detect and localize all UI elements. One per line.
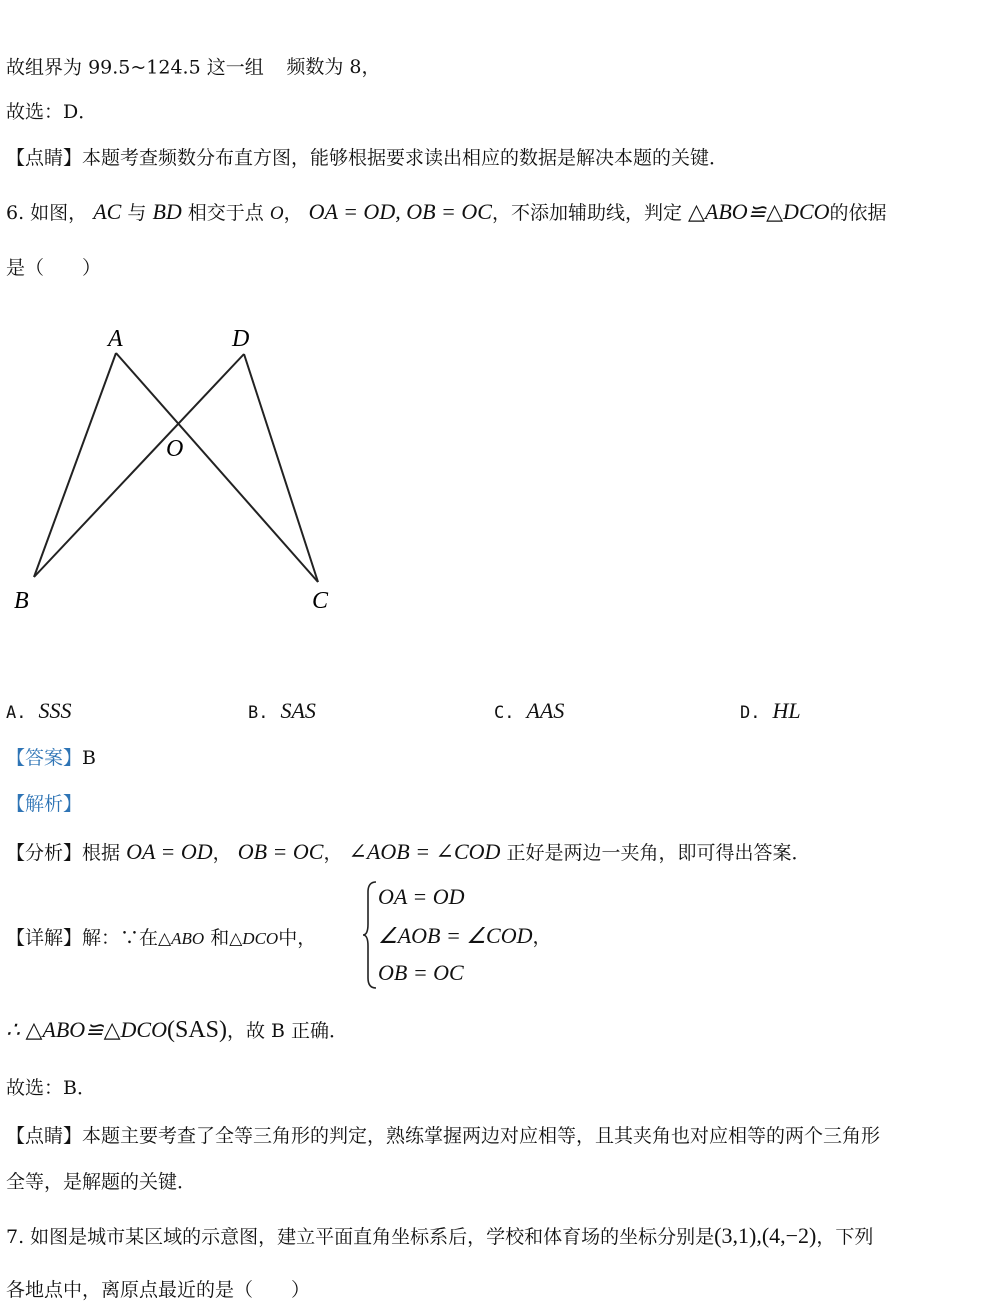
- answer-value: B: [82, 747, 96, 769]
- text: ，: [323, 842, 343, 864]
- conclusion-line: [6, 1016, 348, 1045]
- text: 中，: [278, 927, 317, 949]
- text: 和: [210, 927, 230, 949]
- text: ，故 B 正确．: [227, 1020, 349, 1042]
- system-eq-2: [378, 922, 552, 949]
- text: ，: [532, 927, 552, 948]
- text-line-2: 故选：D．: [6, 101, 98, 123]
- label-a: A: [108, 326, 123, 352]
- option-b[interactable]: [248, 697, 316, 727]
- q6-stem: [6, 198, 887, 228]
- geometry-figure: [0, 310, 360, 630]
- text: 相交于点: [181, 202, 270, 224]
- label-c: C: [312, 588, 329, 614]
- text: 根据: [82, 842, 121, 864]
- option-letter: A.: [6, 703, 27, 723]
- label-b: B: [14, 588, 29, 614]
- math: OB = OC: [237, 839, 324, 864]
- choose-line: 故选：B．: [6, 1077, 96, 1099]
- math: △DCO: [229, 929, 279, 948]
- tag: 【分析】: [6, 842, 83, 864]
- text: 99.5~124.5: [88, 56, 201, 79]
- q7-stem-2: 各地点中，离原点最近的是（ ）: [6, 1279, 311, 1301]
- small-mark: [270, 59, 273, 68]
- dianjing-2: [6, 1122, 880, 1150]
- tag: 【详解】: [6, 927, 83, 949]
- text: 本题主要考查了全等三角形的判定，熟练掌握两边对应相等，且其夹角也对应相等的两个三角形: [82, 1125, 881, 1147]
- math: (3,1),(4,−2): [714, 1223, 817, 1248]
- q6-stem-2: 是（ ）: [6, 257, 102, 279]
- segment-ab: [34, 353, 116, 577]
- text: 7. 如图是城市某区域的示意图，建立平面直角坐标系后，学校和体育场的坐标分别是: [6, 1226, 715, 1248]
- text: 解：∵在: [82, 927, 159, 949]
- math: △ABO: [158, 929, 205, 948]
- fenxi-line: [6, 838, 811, 867]
- system-eq-1: OA = OD: [378, 884, 465, 909]
- text: 6. 如图，: [6, 202, 88, 224]
- math: OA = OD: [126, 839, 213, 864]
- option-text: AAS: [526, 698, 565, 723]
- label-d: D: [232, 326, 250, 352]
- text: 正好是两边一夹角，即可得出答案．: [506, 842, 811, 864]
- text: 与: [121, 202, 153, 224]
- segment-ac: [116, 353, 318, 582]
- math: ∠AOB = ∠COD: [378, 923, 533, 948]
- tag: 【点睛】: [6, 1125, 83, 1147]
- option-letter: D.: [740, 703, 761, 723]
- q7-stem: [6, 1222, 873, 1251]
- math: (SAS): [166, 1017, 227, 1043]
- text: 本题考查频数分布直方图，能够根据要求读出相应的数据是解决本题的关键．: [82, 147, 729, 169]
- answer-line: [6, 744, 96, 772]
- text-line-1: [6, 50, 381, 81]
- option-letter: C.: [494, 703, 515, 723]
- math: BD: [152, 199, 182, 224]
- dianjing-2-cont: 全等，是解题的关键．: [6, 1171, 197, 1193]
- label-o: O: [166, 436, 184, 462]
- text: 的依据: [829, 202, 887, 224]
- math: ∠AOB = ∠COD: [348, 839, 501, 864]
- analysis-tag: 【解析】: [6, 793, 83, 815]
- segment-dc: [244, 354, 318, 582]
- brace-icon: [362, 880, 378, 990]
- dianjing-1: [6, 144, 728, 172]
- system-eq-3: OB = OC: [378, 960, 464, 985]
- text: 故组界为: [6, 56, 83, 79]
- option-text: HL: [772, 698, 801, 723]
- option-text: SSS: [38, 698, 72, 723]
- tag: 【点睛】: [6, 147, 83, 169]
- text: ，: [212, 842, 232, 864]
- equation-system: [362, 880, 562, 990]
- text: ，不添加辅助线，判定: [491, 202, 682, 224]
- math: ∴ △ABO≌△DCO: [6, 1017, 167, 1042]
- option-letter: B.: [248, 703, 269, 723]
- text: ，: [283, 202, 303, 224]
- text: 这一组: [206, 56, 264, 79]
- text: ，下列: [816, 1226, 874, 1248]
- option-text: SAS: [280, 698, 316, 723]
- xiangjie-line: [6, 924, 316, 953]
- math: OA = OD, OB = OC: [308, 199, 492, 224]
- math: △ABO≌△DCO: [688, 199, 830, 224]
- segment-db: [34, 354, 244, 577]
- option-d[interactable]: [740, 697, 801, 727]
- answer-tag: 【答案】: [6, 747, 83, 769]
- math: AC: [93, 199, 122, 224]
- option-a[interactable]: [6, 697, 71, 727]
- math: O: [269, 203, 284, 224]
- text: 频数为 8，: [286, 56, 381, 79]
- option-c[interactable]: [494, 697, 564, 727]
